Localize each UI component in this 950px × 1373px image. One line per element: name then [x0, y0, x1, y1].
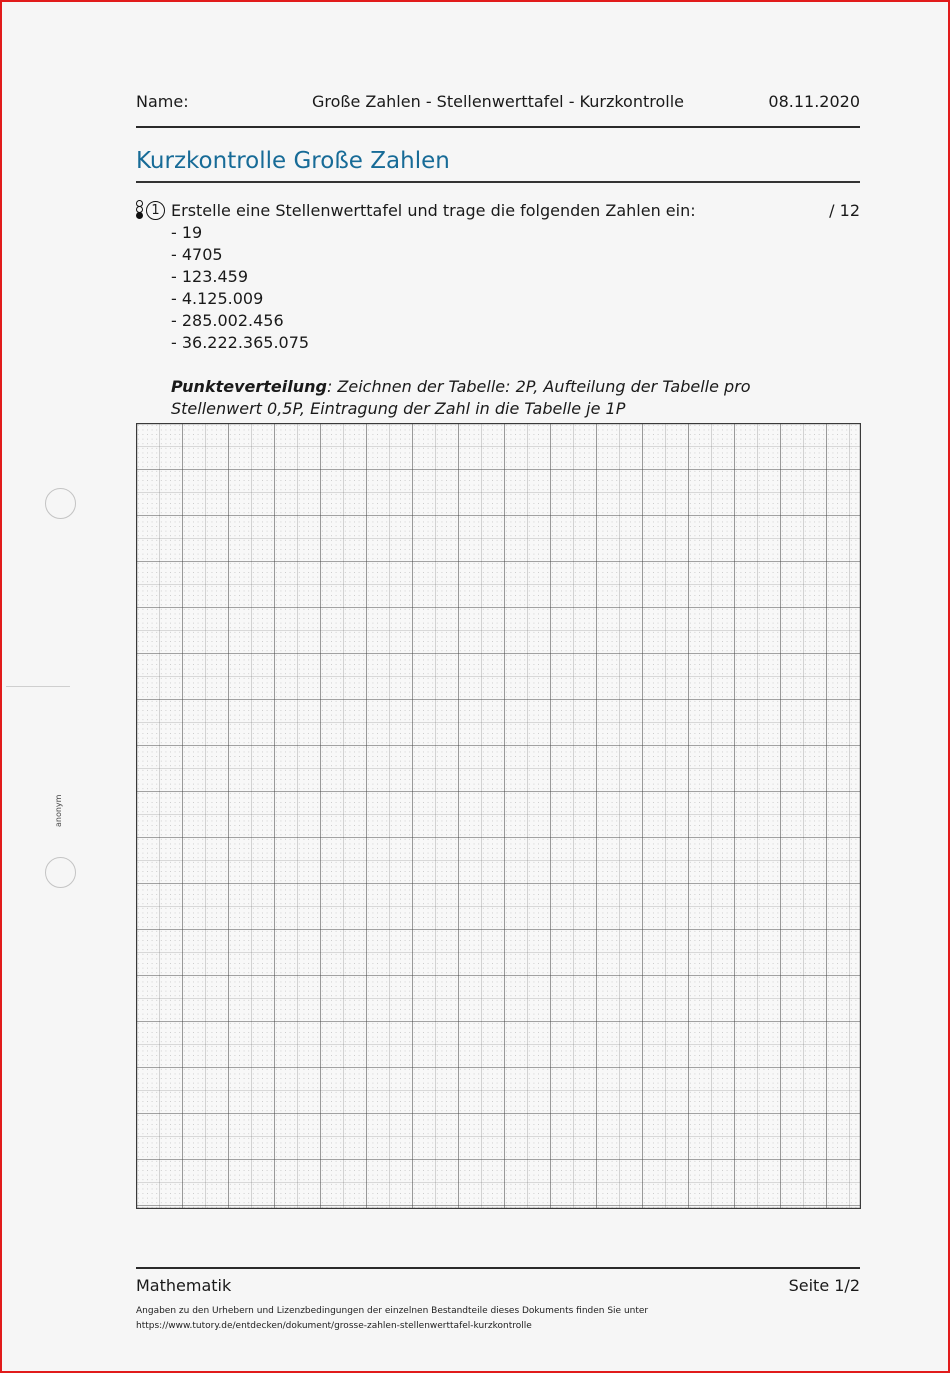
points-distribution-label: Punkteverteilung [171, 377, 327, 396]
anon-label: anonym [54, 794, 63, 827]
footer-divider [136, 1267, 860, 1269]
header-divider [136, 126, 860, 128]
credit-note [136, 1304, 648, 1334]
number-list [171, 222, 309, 354]
document-title: Große Zahlen - Stellenwerttafel - Kurzkontrolle [311, 92, 685, 111]
graph-paper-grid[interactable] [136, 423, 861, 1209]
punch-hole-top [45, 488, 76, 519]
difficulty-dot-filled [136, 212, 143, 219]
list-item: - 123.459 [171, 267, 249, 286]
points-distribution-note [171, 376, 811, 420]
task-points: / 12 [829, 201, 860, 220]
task-number: 1 [146, 201, 165, 220]
credit-line: Angaben zu den Urhebern und Lizenzbedingungen der einzelnen Bestandteile dieses Dokuments finden Sie unter [136, 1306, 649, 1316]
name-label: Name: [136, 92, 189, 111]
title-divider [136, 181, 860, 183]
fold-mark [6, 686, 70, 687]
list-item: - 36.222.365.075 [171, 333, 310, 352]
punch-hole-bottom [45, 857, 76, 888]
grid-major-lines [136, 423, 861, 1209]
credit-url[interactable]: https://www.tutory.de/entdecken/dokument/grosse-zahlen-stellenwerttafel-kurzkontrolle [136, 1321, 532, 1331]
list-item: - 19 [171, 223, 203, 242]
list-item: - 4.125.009 [171, 289, 264, 308]
page-header [136, 92, 860, 116]
task-instruction: Erstelle eine Stellenwerttafel und trage die folgenden Zahlen ein: [171, 201, 696, 220]
page-number: Seite 1/2 [788, 1276, 860, 1295]
points-distribution-text: : Zeichnen der Tabelle: 2P, Aufteilung der Tabelle pro Stellenwert 0,5P, Eintragung der Zahl in die Tabelle je 1P [171, 377, 751, 418]
difficulty-icon [136, 200, 144, 220]
document-date: 08.11.2020 [768, 92, 860, 111]
subject-label: Mathematik [136, 1276, 232, 1295]
list-item: - 4705 [171, 245, 223, 264]
list-item: - 285.002.456 [171, 311, 284, 330]
page-title: Kurzkontrolle Große Zahlen [136, 148, 450, 174]
